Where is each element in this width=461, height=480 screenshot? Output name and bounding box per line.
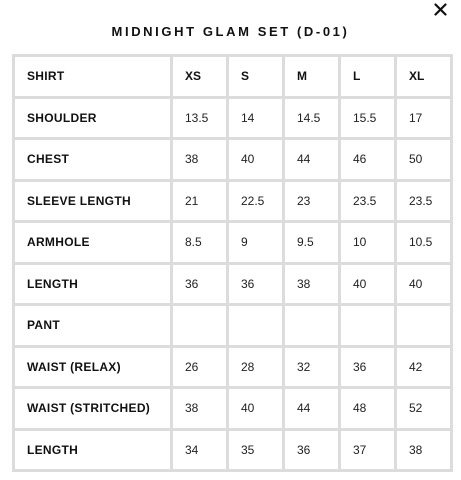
table-cell: 17 [397,99,450,138]
table-cell: 36 [229,265,282,304]
table-cell: 42 [397,348,450,387]
table-cell-empty [397,306,450,345]
table-cell: 36 [341,348,394,387]
table-cell: 36 [173,265,226,304]
table-cell: 15.5 [341,99,394,138]
table-cell: 10 [341,223,394,262]
table-cell: 37 [341,431,394,470]
table-row [15,99,450,138]
table-cell: 9.5 [285,223,338,262]
row-label: SHOULDER [15,99,170,138]
row-label: WAIST (STRITCHED) [15,389,170,428]
table-cell: 50 [397,140,450,179]
table-cell: 21 [173,182,226,221]
table-cell: 36 [285,431,338,470]
table-cell: 28 [229,348,282,387]
table-row [15,140,450,179]
table-row [15,182,450,221]
table-cell: 32 [285,348,338,387]
table-cell: 9 [229,223,282,262]
table-row [15,348,450,387]
table-row [15,265,450,304]
row-label: WAIST (RELAX) [15,348,170,387]
size-header-m: M [285,57,338,96]
section-label-pant: PANT [15,306,170,345]
table-cell: 38 [397,431,450,470]
size-header-s: S [229,57,282,96]
row-label: LENGTH [15,431,170,470]
size-header-xs: XS [173,57,226,96]
table-cell: 34 [173,431,226,470]
table-header-row [15,57,450,96]
table-cell-empty [229,306,282,345]
table-cell: 14 [229,99,282,138]
table-cell-empty [173,306,226,345]
table-cell: 44 [285,140,338,179]
row-label: CHEST [15,140,170,179]
table-cell: 46 [341,140,394,179]
row-label: LENGTH [15,265,170,304]
table-cell: 14.5 [285,99,338,138]
table-cell-empty [341,306,394,345]
table-row [15,389,450,428]
table-cell: 40 [341,265,394,304]
table-cell: 26 [173,348,226,387]
size-chart-table [12,54,453,472]
table-row [15,223,450,262]
row-label: SLEEVE LENGTH [15,182,170,221]
table-cell: 40 [229,140,282,179]
table-row [15,431,450,470]
size-header-xl: XL [397,57,450,96]
table-cell: 52 [397,389,450,428]
table-cell: 40 [397,265,450,304]
table-cell: 23 [285,182,338,221]
page-title: MIDNIGHT GLAM SET (D-01) [111,24,350,39]
row-label: ARMHOLE [15,223,170,262]
table-cell: 44 [285,389,338,428]
section-label-shirt: SHIRT [15,57,170,96]
close-button[interactable] [429,0,451,20]
table-cell: 35 [229,431,282,470]
table-section-row [15,306,450,345]
table-cell: 38 [173,140,226,179]
table-cell: 38 [285,265,338,304]
close-icon [434,3,447,16]
table-cell: 40 [229,389,282,428]
table-cell: 10.5 [397,223,450,262]
table-cell: 38 [173,389,226,428]
table-cell-empty [285,306,338,345]
table-cell: 8.5 [173,223,226,262]
table-cell: 13.5 [173,99,226,138]
table-cell: 23.5 [397,182,450,221]
table-cell: 23.5 [341,182,394,221]
size-header-l: L [341,57,394,96]
table-cell: 48 [341,389,394,428]
table-cell: 22.5 [229,182,282,221]
